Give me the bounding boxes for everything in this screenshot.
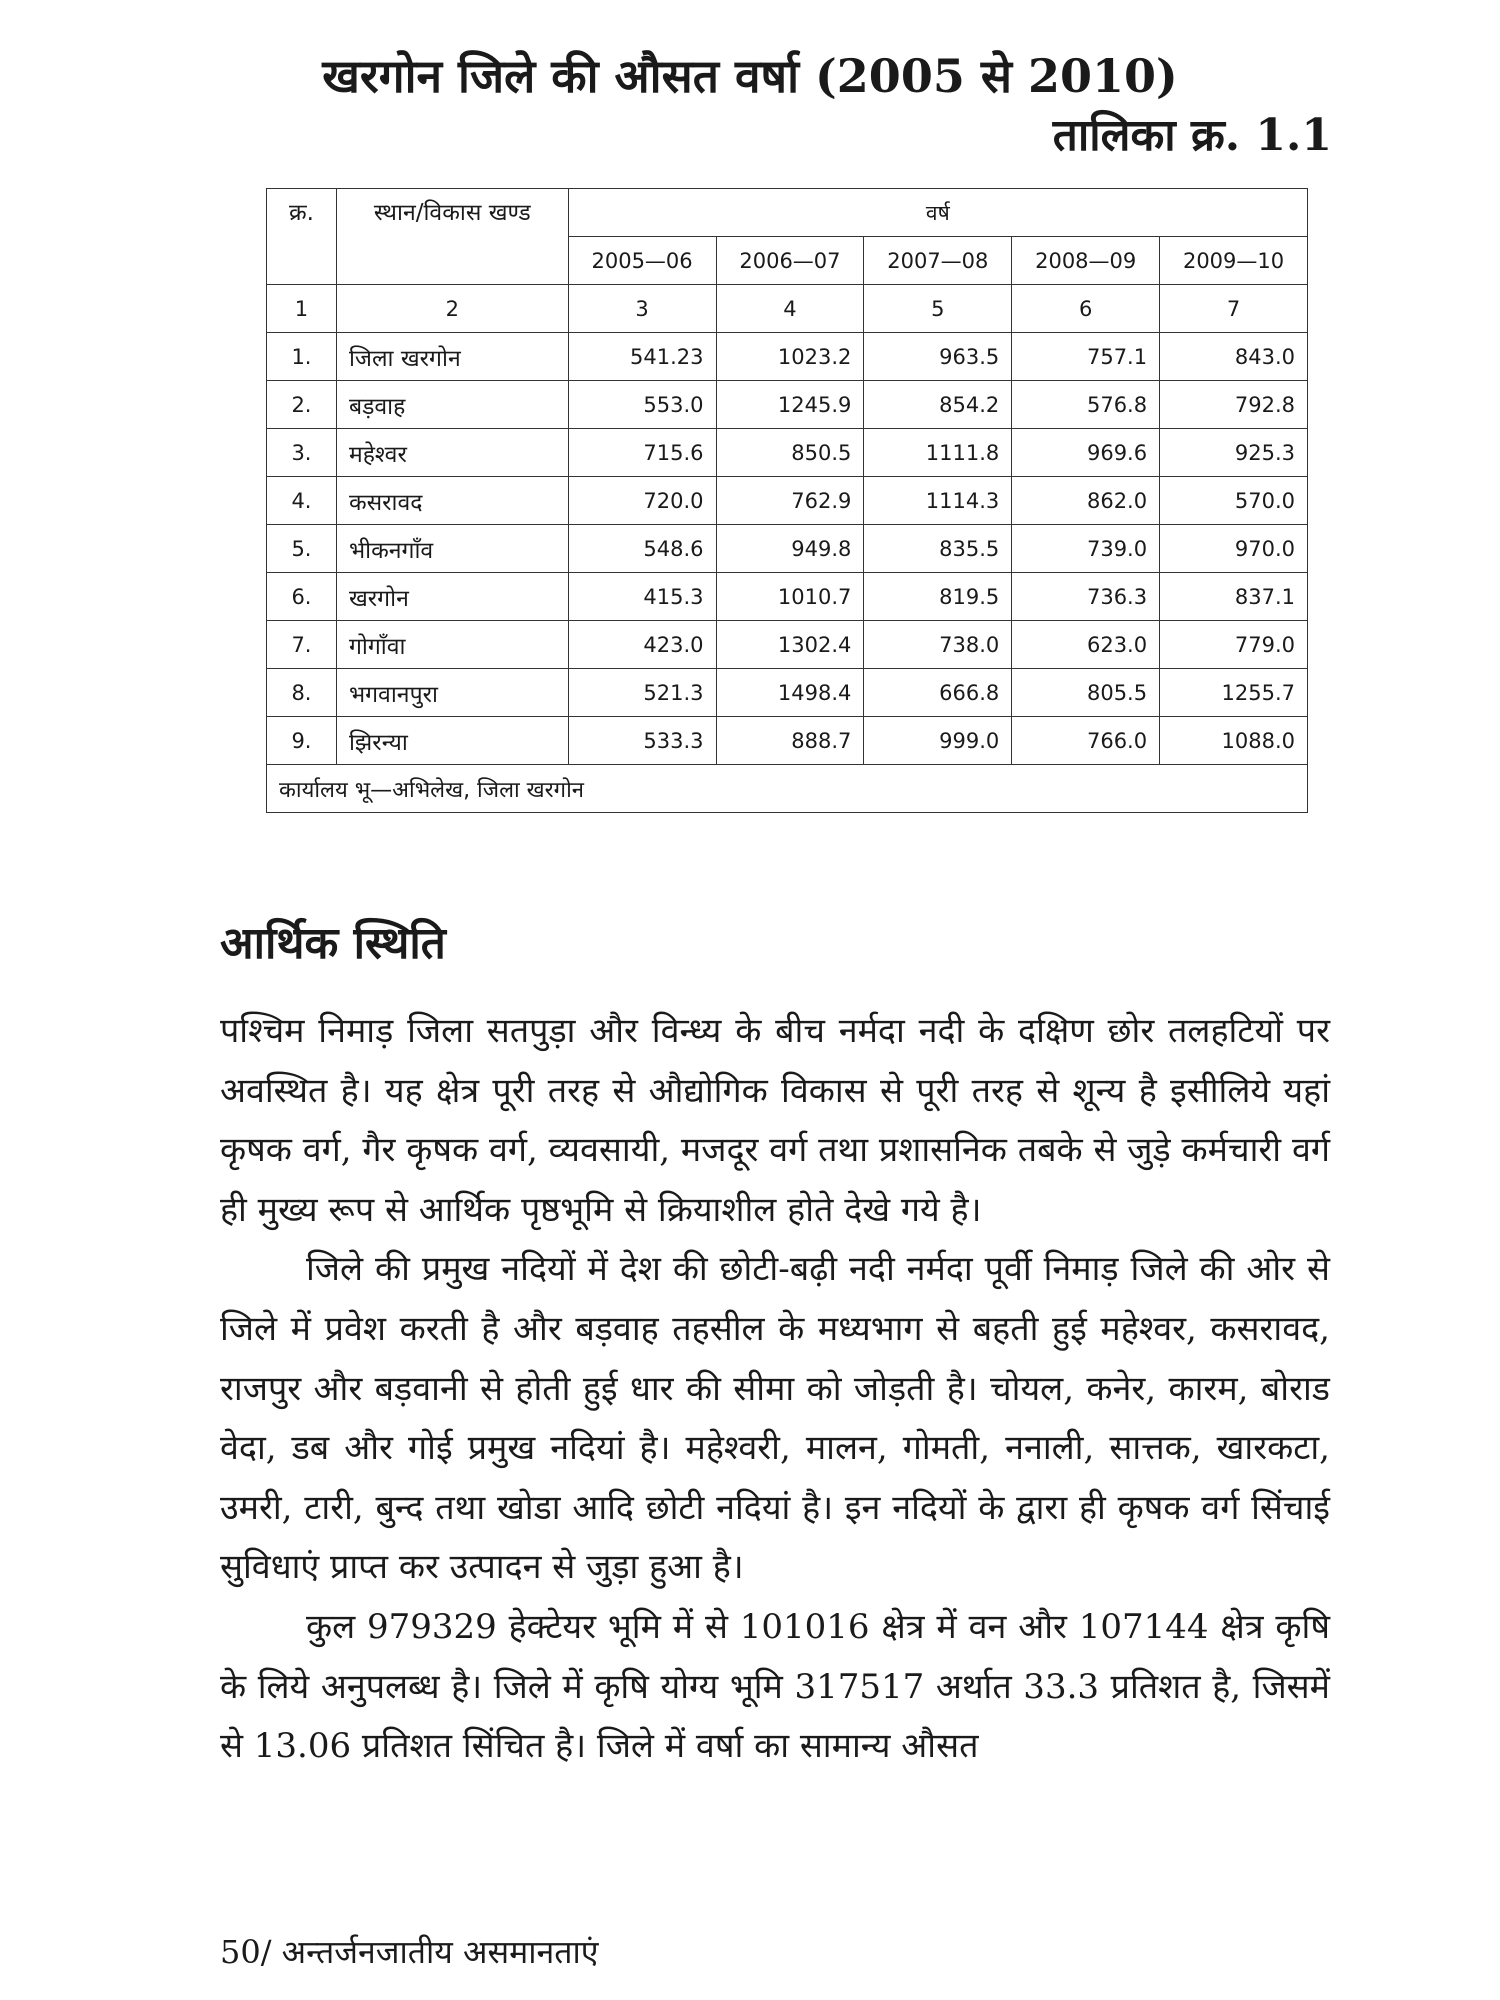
row-serial-number: 5. <box>267 525 337 573</box>
paragraph: पश्चिम निमाड़ जिला सतपुड़ा और विन्ध्य के बीच नर्मदा नदी के दक्षिण छोर तलहटियों पर अवस्थित है। यह क्षेत्र पूरी तरह से औद्योगिक विकास से पूरी तरह से शून्य है इसीलिये यहां कृषक वर्ग, गैर कृषक वर्ग, व्यवसायी, मजदूर वर्ग तथा प्रशासनिक तबके से जुड़े कर्मचारी वर्ग ही मुख्य रूप से आर्थिक पृष्ठभूमि से क्रियाशील होते देखे गये है। <box>220 1011 1330 1230</box>
row-serial-number: 8. <box>267 669 337 717</box>
row-rainfall-value: 819.5 <box>864 573 1012 621</box>
paragraph: जिले की प्रमुख नदियों में देश की छोटी-बढ़ी नदी नर्मदा पूर्वी निमाड़ जिले की ओर से जिले में प्रवेश करती है और बड़वाह तहसील के मध्यभाग से बहती हुई महेश्वर, कसरावद, राजपुर और बड़वानी से होती हुई धार की सीमा को जोड़ती है। चोयल, कनेर, कारम, बोराड वेदा, डब और गोई प्रमुख नदियां है। महेश्वरी, मालन, गोमती, ननाली, सात्तक, खारकटा, उमरी, टारी, बुन्द तथा खोडा आदि छोटी नदियां है। इन नदियों के द्वारा ही कृषक वर्ग सिंचाई सुविधाएं प्राप्त कर उत्पादन से जुड़ा हुआ है। <box>220 1249 1330 1588</box>
row-rainfall-value: 757.1 <box>1012 333 1160 381</box>
row-rainfall-value: 1302.4 <box>716 621 864 669</box>
row-rainfall-value: 576.8 <box>1012 381 1160 429</box>
source-row <box>267 765 1308 813</box>
row-rainfall-value: 850.5 <box>716 429 864 477</box>
table-number: तालिका क्र. 1.1 <box>1052 110 1332 161</box>
row-place: गोगाँवा <box>336 621 568 669</box>
table-body <box>267 333 1308 813</box>
table-row <box>267 621 1308 669</box>
rainfall-table <box>266 188 1308 813</box>
row-rainfall-value: 1023.2 <box>716 333 864 381</box>
body-text <box>220 1002 1330 1777</box>
section-heading: आर्थिक स्थिति <box>220 918 446 969</box>
row-rainfall-value: 766.0 <box>1012 717 1160 765</box>
header-place: स्थान/विकास खण्ड <box>336 189 568 285</box>
header-year: 2009—10 <box>1160 237 1308 285</box>
row-rainfall-value: 423.0 <box>568 621 716 669</box>
column-number: 6 <box>1012 285 1160 333</box>
table-row <box>267 333 1308 381</box>
row-rainfall-value: 854.2 <box>864 381 1012 429</box>
column-number: 3 <box>568 285 716 333</box>
row-rainfall-value: 999.0 <box>864 717 1012 765</box>
row-serial-number: 3. <box>267 429 337 477</box>
table-row <box>267 429 1308 477</box>
row-place: बड़वाह <box>336 381 568 429</box>
row-rainfall-value: 843.0 <box>1160 333 1308 381</box>
row-rainfall-value: 805.5 <box>1012 669 1160 717</box>
row-place: झिरन्या <box>336 717 568 765</box>
paragraph: कुल 979329 हेक्टेयर भूमि में से 101016 क्षेत्र में वन और 107144 क्षेत्र कृषि के लिये अनुपलब्ध है। जिले में कृषि योग्य भूमि 317517 अर्थात 33.3 प्रतिशत है, जिसमें से 13.06 प्रतिशत सिंचित है। जिले में वर्षा का सामान्य औसत <box>220 1606 1330 1767</box>
row-place: भीकनगाँव <box>336 525 568 573</box>
row-rainfall-value: 762.9 <box>716 477 864 525</box>
row-serial-number: 1. <box>267 333 337 381</box>
table-row <box>267 477 1308 525</box>
row-rainfall-value: 533.3 <box>568 717 716 765</box>
row-rainfall-value: 415.3 <box>568 573 716 621</box>
column-number: 5 <box>864 285 1012 333</box>
row-rainfall-value: 1255.7 <box>1160 669 1308 717</box>
row-rainfall-value: 1111.8 <box>864 429 1012 477</box>
row-serial-number: 6. <box>267 573 337 621</box>
header-year: 2005—06 <box>568 237 716 285</box>
table-row <box>267 669 1308 717</box>
row-rainfall-value: 666.8 <box>864 669 1012 717</box>
row-rainfall-value: 738.0 <box>864 621 1012 669</box>
row-rainfall-value: 736.3 <box>1012 573 1160 621</box>
row-rainfall-value: 835.5 <box>864 525 1012 573</box>
row-rainfall-value: 862.0 <box>1012 477 1160 525</box>
column-number: 2 <box>336 285 568 333</box>
table-row <box>267 573 1308 621</box>
row-place: जिला खरगोन <box>336 333 568 381</box>
page-title: खरगोन जिले की औसत वर्षा (2005 से 2010) <box>322 49 1178 103</box>
table-header-row <box>267 189 1308 237</box>
row-rainfall-value: 739.0 <box>1012 525 1160 573</box>
row-rainfall-value: 963.5 <box>864 333 1012 381</box>
row-rainfall-value: 1010.7 <box>716 573 864 621</box>
column-number: 7 <box>1160 285 1308 333</box>
row-rainfall-value: 521.3 <box>568 669 716 717</box>
row-rainfall-value: 792.8 <box>1160 381 1308 429</box>
row-rainfall-value: 570.0 <box>1160 477 1308 525</box>
column-number: 4 <box>716 285 864 333</box>
page-footer: 50/ अन्तर्जनजातीय असमानताएं <box>220 1933 599 1971</box>
header-year-group: वर्ष <box>568 189 1307 237</box>
row-rainfall-value: 1114.3 <box>864 477 1012 525</box>
table-source: कार्यालय भू—अभिलेख, जिला खरगोन <box>267 765 1308 813</box>
row-rainfall-value: 1088.0 <box>1160 717 1308 765</box>
table-row <box>267 525 1308 573</box>
header-year: 2006—07 <box>716 237 864 285</box>
row-rainfall-value: 720.0 <box>568 477 716 525</box>
column-number: 1 <box>267 285 337 333</box>
table-row <box>267 381 1308 429</box>
row-rainfall-value: 623.0 <box>1012 621 1160 669</box>
row-rainfall-value: 949.8 <box>716 525 864 573</box>
row-rainfall-value: 779.0 <box>1160 621 1308 669</box>
row-place: भगवानपुरा <box>336 669 568 717</box>
row-place: महेश्वर <box>336 429 568 477</box>
row-serial-number: 2. <box>267 381 337 429</box>
row-rainfall-value: 1498.4 <box>716 669 864 717</box>
header-serial-number: क्र. <box>267 189 337 285</box>
table-row <box>267 717 1308 765</box>
row-place: खरगोन <box>336 573 568 621</box>
row-place: कसरावद <box>336 477 568 525</box>
header-year: 2007—08 <box>864 237 1012 285</box>
header-year: 2008—09 <box>1012 237 1160 285</box>
row-rainfall-value: 888.7 <box>716 717 864 765</box>
row-rainfall-value: 553.0 <box>568 381 716 429</box>
row-rainfall-value: 969.6 <box>1012 429 1160 477</box>
row-serial-number: 7. <box>267 621 337 669</box>
row-rainfall-value: 548.6 <box>568 525 716 573</box>
row-rainfall-value: 715.6 <box>568 429 716 477</box>
row-serial-number: 9. <box>267 717 337 765</box>
row-rainfall-value: 925.3 <box>1160 429 1308 477</box>
row-rainfall-value: 837.1 <box>1160 573 1308 621</box>
row-rainfall-value: 1245.9 <box>716 381 864 429</box>
row-rainfall-value: 541.23 <box>568 333 716 381</box>
column-number-row <box>267 285 1308 333</box>
row-serial-number: 4. <box>267 477 337 525</box>
row-rainfall-value: 970.0 <box>1160 525 1308 573</box>
